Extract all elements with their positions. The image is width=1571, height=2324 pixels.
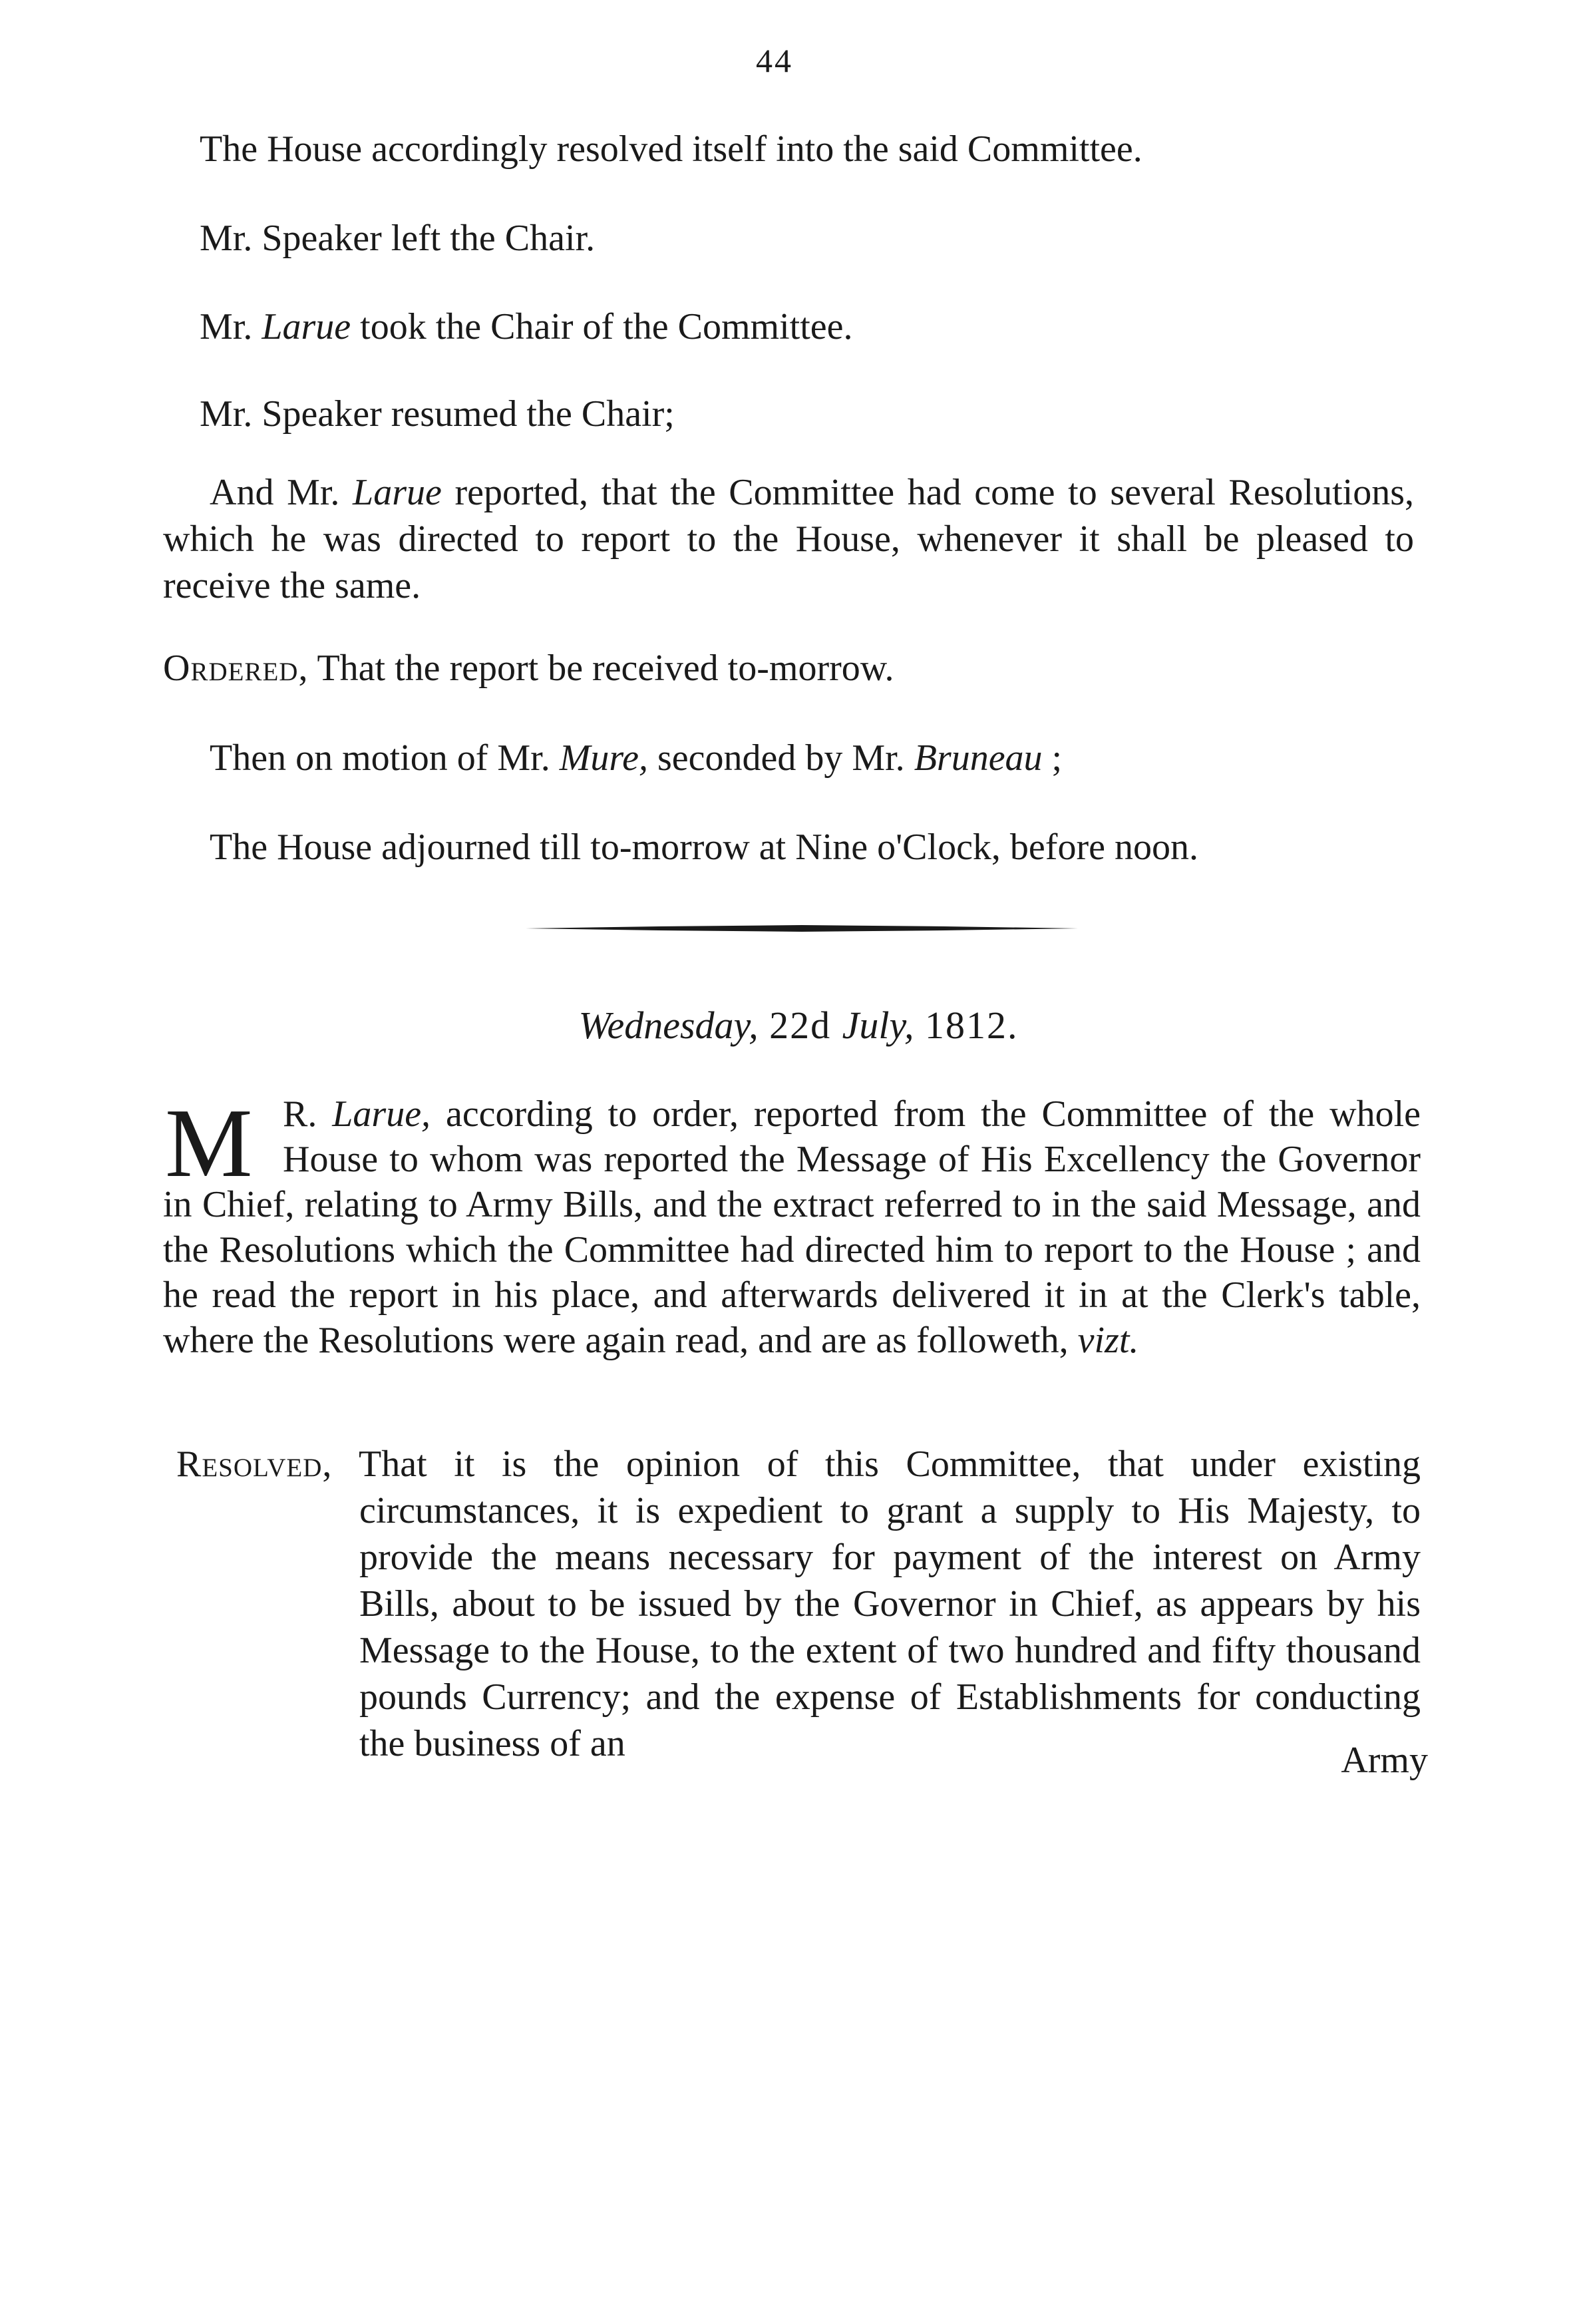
text: R. bbox=[283, 1093, 333, 1135]
line-speaker-left: Mr. Speaker left the Chair. bbox=[200, 218, 596, 259]
name-mure: Mure, bbox=[559, 737, 648, 779]
text: Then on motion of Mr. bbox=[210, 737, 560, 779]
text: seconded by Mr. bbox=[647, 737, 914, 779]
weekday: Wednesday, bbox=[578, 1004, 759, 1047]
section-divider-rule bbox=[526, 925, 1078, 932]
text: took the Chair of the Committee. bbox=[351, 306, 853, 347]
date-heading bbox=[546, 1002, 1051, 1050]
paragraph-larue-report bbox=[163, 1091, 1421, 1363]
vizt: vizt. bbox=[1077, 1320, 1139, 1361]
ordered-label: Ordered, bbox=[163, 648, 309, 689]
drop-cap: M bbox=[165, 1089, 253, 1198]
month: July, bbox=[842, 1004, 914, 1047]
line-motion bbox=[210, 734, 1062, 782]
line-speaker-resumed: Mr. Speaker resumed the Chair; bbox=[200, 393, 675, 435]
line-ordered bbox=[163, 644, 894, 692]
text: reported, that the Committee had come to several Resolutions, which he was directed to report to the House, whenever it shall be pleased to receive the same. bbox=[163, 472, 1414, 606]
paragraph-reported bbox=[163, 469, 1414, 609]
paragraph-resolved bbox=[176, 1441, 1421, 1767]
line-resolved-into-committee: The House accordingly resolved itself into the said Committee. bbox=[200, 128, 1142, 170]
dropcap-space bbox=[163, 1091, 283, 1178]
day: 22d bbox=[758, 1004, 842, 1047]
line-adjourned: The House adjourned till to-morrow at Nine o'Clock, before noon. bbox=[210, 827, 1198, 868]
resolved-body bbox=[176, 1441, 1421, 1767]
resolved-text: That it is the opinion of this Committee, that under existing circumstances, it is expedient to grant a supply to His Majesty, to provide the means necessary for payment of the interest on Army Bills, about to be issued by the Governor in Chief, as appears by his Message to the House, to the extent of two hundred and fifty thousand pounds Currency; and the expense of Establishments for conducting the business of an bbox=[332, 1444, 1421, 1764]
name-larue: Larue bbox=[262, 306, 351, 347]
text: ; bbox=[1042, 737, 1063, 779]
name-bruneau: Bruneau bbox=[914, 737, 1043, 779]
year: 1812. bbox=[914, 1004, 1019, 1047]
catchword: Army bbox=[1341, 1740, 1428, 1781]
name-larue: Larue bbox=[353, 472, 442, 513]
rule-shape bbox=[526, 925, 1078, 932]
ordered-text: That the report be received to-morrow. bbox=[308, 648, 894, 689]
page-number: 44 bbox=[756, 42, 793, 79]
line-larue-took-chair bbox=[200, 303, 852, 351]
text: And Mr. bbox=[210, 472, 353, 513]
name-larue: Larue, bbox=[332, 1093, 431, 1135]
divider-rule-graphic bbox=[526, 925, 1078, 932]
text: according to order, reported from the Committee of the whole House to whom was reported the Message of His Excellency the Governor in Chief, relating to Army Bills, and the extract referred to in the said Message, and the Resolutions which the Committee had directed him to report to the House ; and he read the report in his place, and afterwards delivered it in at the Clerk's table, where the Resolutions were again read, and are as followeth, bbox=[163, 1093, 1421, 1361]
text: Mr. bbox=[200, 306, 262, 347]
resolved-label: Resolved, bbox=[176, 1444, 333, 1485]
